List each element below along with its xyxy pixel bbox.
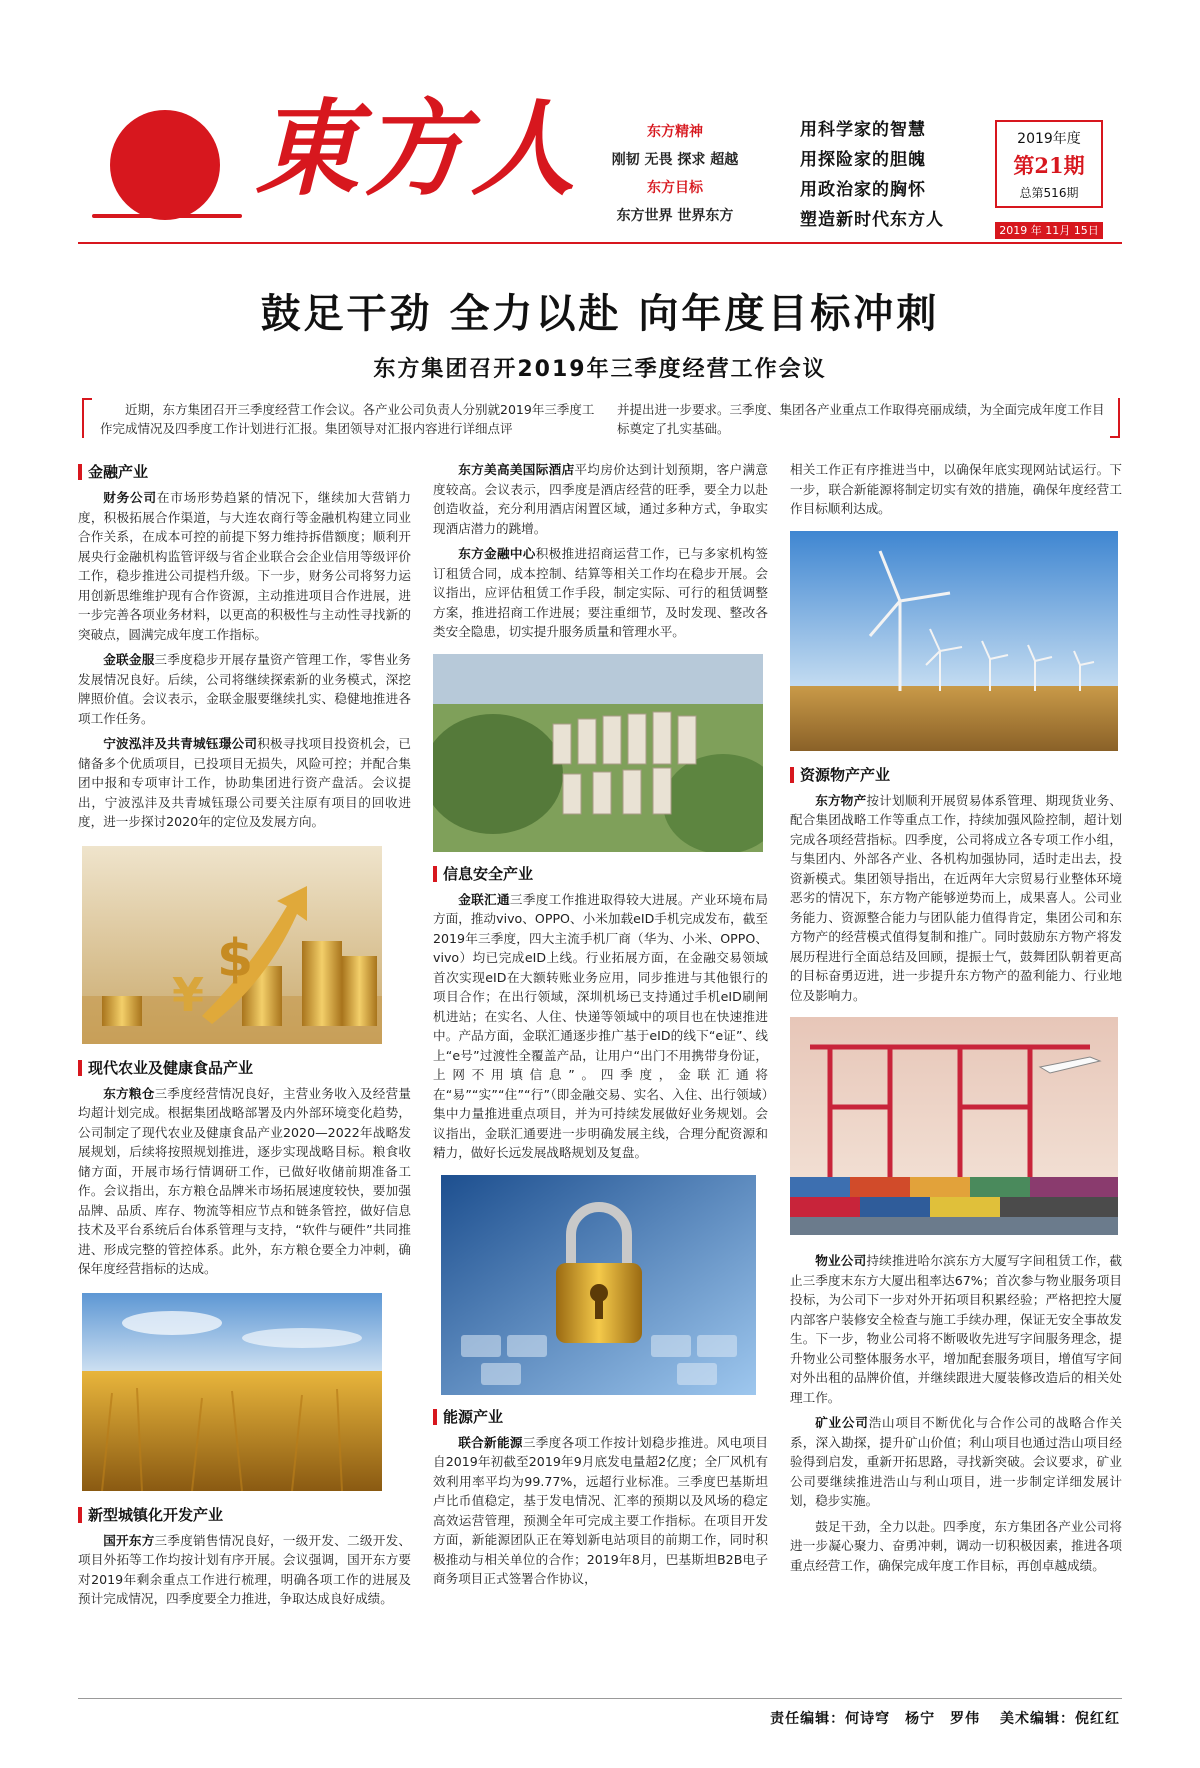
editors-names: 何诗穹 杨宁 罗伟 [845,1711,981,1727]
motto2-text: 东方世界 世界东方 [616,208,734,224]
masthead-mottos [600,118,750,230]
footer-credits [756,1708,1120,1728]
company-name: 金联金服 [103,652,155,667]
art-editor-label: 美术编辑： [1000,1711,1075,1727]
paragraph [433,1433,768,1589]
paragraph [78,1084,411,1279]
motto1-label: 东方精神 [647,124,703,140]
paragraph-body: 三季度经营情况良好，主营业务收入及经营量均超计划完成。根据集团战略部署及内外部环境变化趋势，公司制定了现代农业及健康食品产业2020—2022年战略发展规划，后续将按照规划推进，逐步实现战略目标。粮食收储方面，开展市场行情调研工作，已做好收储前期准备工作。会议指出，东方粮仓品牌米市场拓展速度较快，要加强品牌、品质、库存、物流等相应节点和链条管控，做好信息技术及平台系统后台体系管理与支持，“软件与硬件”共同推进、形成完整的管控体系。此外，东方粮仓要全力冲刺，确保年度经营指标的达成。 [78,1085,412,1276]
paragraph [78,734,411,832]
port-cranes-illustration [790,1017,1118,1235]
wheat-field-illustration [82,1293,382,1491]
padlock-illustration [441,1175,756,1395]
photo-wind-turbines [790,531,1118,751]
paragraph: 相关工作正有序推进当中，以确保年底实现网站试运行。下一步，联合新能源将制定切实有效的措施，确保年度经营工作目标顺利达成。 [790,462,1122,516]
company-name: 矿业公司 [815,1415,869,1430]
company-name: 东方物产 [815,792,867,808]
issue-total: 总第516期 [1019,186,1079,200]
company-name: 物业公司 [815,1253,867,1268]
paragraph-body: 积极推进招商运营工作，已与多家机构签订租赁合同，成本控制、结算等相关工作均在稳步开展。会议指出，应评估租赁工作手段，制定实际、可行的租赁调整方案，推进招商工作进展；要注重细节，及时发现、整改各类安全隐患，切实提升服务质量和管理水平。 [433,546,769,639]
issue-number: 第21期 [1013,153,1085,178]
company-name: 宁波泓沣及共青城钰璟公司 [103,736,258,751]
masthead-brand: 東方人 [255,87,580,210]
motto2-label: 东方目标 [647,180,703,196]
section-heading-agriculture: 现代农业及健康食品产业 [78,1060,411,1076]
issue-year: 2019年度 [1017,131,1081,147]
editors-label: 责任编辑： [770,1711,846,1727]
column-2 [433,460,768,1595]
company-name: 财务公司 [103,490,157,505]
section-heading-urbanization: 新型城镇化开发产业 [78,1507,411,1523]
art-editor-name: 倪红红 [1075,1711,1120,1727]
section-heading-energy: 能源产业 [433,1409,768,1425]
section-heading-resources: 资源物产产业 [790,767,1122,783]
page-title: 鼓足干劲 全力以赴 向年度目标冲刺 [260,290,940,337]
intro-bracket-left [82,398,92,438]
paragraph [790,1251,1122,1407]
svg-text:$: $ [217,928,254,989]
paragraph [78,488,411,644]
svg-text:¥: ¥ [172,967,205,1022]
section-heading-finance: 金融产业 [78,464,411,480]
photo-residential-aerial [433,654,763,852]
page-subtitle: 东方集团召开2019年三季度经营工作会议 [373,357,827,382]
slogan-line: 用政治家的胸怀 [800,180,926,200]
slogan-line: 用科学家的智慧 [800,120,926,140]
photo-gold-coins [82,846,382,1044]
paragraph-body: 按计划顺利开展贸易体系管理、期现货业务、配合集团战略工作等重点工作，持续加强风险控制，超计划完成各项经营指标。四季度，公司将成立各专项工作小组，与集团内、外部各产业、各机构加强协同，适时走出去，投资新模式。集团领导指出，在近两年大宗贸易行业整体环境恶劣的情况下，东方物产能够逆势而上，成果喜人。公司业务能力、资源整合能力与团队能力值得肯定，集团公司和东方物产的经营模式值得复制和推广。同时鼓励东方物产将发展历程进行全面总结及回顾，提振士气，鼓舞团队朝着更高的目标奋勇迈进，进一步提升东方物产的盈利能力、行业地位及影响力。 [790,792,1123,1003]
motto1-text: 刚韧 无畏 探求 超越 [611,152,739,168]
company-name: 东方粮仓 [103,1085,155,1101]
column-1 [78,460,411,1615]
footer-divider [78,1698,1122,1699]
slogan-line: 用探险家的胆魄 [800,150,926,170]
paragraph-body: 三季度稳步开展存量资产管理工作，零售业务发展情况良好。后续，公司将继续探索新的业务模式，深挖牌照价值。会议表示，金联金服要继续扎实、稳健地推进各项工作任务。 [78,652,412,726]
wind-turbines-illustration [790,531,1118,751]
intro-text-right: 并提出进一步要求。三季度、集团各产业重点工作取得亮丽成绩，为全面完成年度工作目标奠定了扎实基础。 [617,402,1105,436]
slogan-line: 塑造新时代东方人 [800,210,944,230]
intro-bracket-right [1110,398,1120,438]
section-heading-info-security: 信息安全产业 [433,866,768,882]
paragraph-body: 浩山项目不断优化与合作公司的战略合作关系，深入勘探，提升矿山价值；利山项目也通过浩山项目经验得到启发，重新开拓思路，寻找新突破。会议要求，矿业公司要继续推进浩山与利山项目，进一步制定详细发展计划，稳步实施。 [790,1415,1123,1508]
paragraph-body: 积极寻找项目投资机会，已储备多个优质项目，已投项目无损失，风险可控；并配合集团中报和专项审计工作，协助集团进行资产盘活。会议提出，宁波泓沣及共青城钰璟公司要关注原有项目的回收进度，进一步探讨2020年的定位及发展方向。 [78,736,412,829]
photo-wheat-field [82,1293,382,1491]
paragraph [433,544,768,642]
company-name: 金联汇通 [458,891,510,907]
company-name: 东方美高美国际酒店 [458,462,575,477]
masthead-divider [78,242,1122,244]
paragraph-body: 三季度销售情况良好，一级开发、二级开发、项目外拓等工作均按计划有序开展。会议强调，国开东方要对2019年剩余重点工作进行梳理，明确各项工作的进展及预计完成情况，四季度要全力推进，争取达成良好成绩。 [78,1532,412,1606]
company-name: 联合新能源 [458,1434,523,1450]
paragraph-body: 平均房价达到计划预期，客户满意度较高。会议表示，四季度是酒店经营的旺季，要全力以赴创造收益，充分利用酒店闲置区域，通过多种方式，争取实现酒店潜力的跳增。 [433,462,769,536]
masthead-slogan [800,115,944,235]
paragraph [78,1531,411,1609]
paragraph-body: 持续推进哈尔滨东方大厦写字间租赁工作，截止三季度末东方大厦出租率达67%；首次参与物业服务项目投标，为公司下一步对外开拓项目积累经验；严格把控大厦内部客户装修安全检查与施工手续办理，保证无安全事故发生。下一步，物业公司将不断吸收先进写字间服务理念，提升物业公司整体服务水平，增加配套服务项目，增值写字间对外出租的品牌价值，并继续跟进大厦装修改造后的相关处理工作。 [790,1253,1123,1405]
photo-port-cranes [790,1017,1118,1235]
paragraph [790,791,1122,1006]
residential-aerial-illustration [433,654,763,852]
column-3 [790,460,1122,1581]
paragraph-body: 三季度各项工作按计划稳步推进。风电项目自2019年初截至2019年9月底发电量超2亿度；全厂风机有效利用率平均为99.77%，远超行业标准。三季度巴基斯坦卢比币值稳定，基于发电情况、汇率的预期以及风场的稳定高效运营管理，预测全年可完成主要工作指标。在项目开发方面，新能源团队正在筹划新电站项目的前期工作，同时积极推动与相关单位的合作；2019年8月，巴基斯坦B2B电子商务项目正式签署合作协议， [433,1434,769,1586]
paragraph: 鼓足干劲，全力以赴。四季度，东方集团各产业公司将进一步凝心聚力、奋勇冲刺，调动一切积极因素，推进各项重点经营工作，确保完成年度工作目标，再创卓越成绩。 [790,1518,1122,1573]
company-name: 东方金融中心 [458,546,536,561]
logo-sun [110,110,220,220]
issue-box [995,120,1103,208]
paragraph-body: 三季度工作推进取得较大进展。产业环境布局方面，推动vivo、OPPO、小米加载eID手机完成发布，截至2019年三季度，四大主流手机厂商（华为、小米、OPPO、vivo）均已完成eID上线。行业拓展方面，在金融交易领域首次实现eID在大额转账业务应用，同步推进与其他银行的项目合作；在出行领域，深圳机场已支持通过手机eID刷闸机进站；在实名、人住、快递等领域中的项目也在快速推进中。产品方面，金联汇通逐步推广基于eID的线下“e证”、线上“e号”过渡性全覆盖产品，让用户“出门不用携带身份证，上网不用填信息”。四季度，金联汇通将在“易”“实”“住”“行”（即金融交易、实名、入住、出行领域）集中力量推进重点项目，并为可持续发展做好业务规划。会议指出，金联汇通要进一步明确发展主线，合理分配资源和精力，做好长远发展战略规划及复盘。 [433,891,769,1160]
intro-box [82,398,1120,438]
paragraph-body: 在市场形势趋紧的情况下，继续加大营销力度，积极拓展合作渠道，与大连农商行等金融机构建立同业合作关系，在成本可控的前提下努力维持拆借额度；顺利开展央行金融机构监管评级与省企业联合会企业信用等级评价工作，稳步推进公司提档升级。下一步，财务公司将努力运用创新思维维护现有合作资源，主动推进项目合作进展，进一步完善各项业务材料，以更高的积极性与主动性寻找新的突破点，圆满完成年度工作指标。 [78,490,412,642]
paragraph [433,460,768,538]
company-name: 国开东方 [103,1532,155,1548]
paragraph [790,1413,1122,1511]
photo-padlock-keyboard [441,1175,756,1395]
logo-sun-base [92,214,242,218]
issue-date: 2019 年 11月 15日 [995,222,1103,239]
gold-coins-illustration [82,846,382,1044]
intro-text-left: 近期，东方集团召开三季度经营工作会议。各产业公司负责人分别就2019年三季度工作完成情况及四季度工作计划进行汇报。集团领导对汇报内容进行详细点评 [100,402,595,436]
paragraph [433,890,768,1163]
paragraph [78,650,411,728]
